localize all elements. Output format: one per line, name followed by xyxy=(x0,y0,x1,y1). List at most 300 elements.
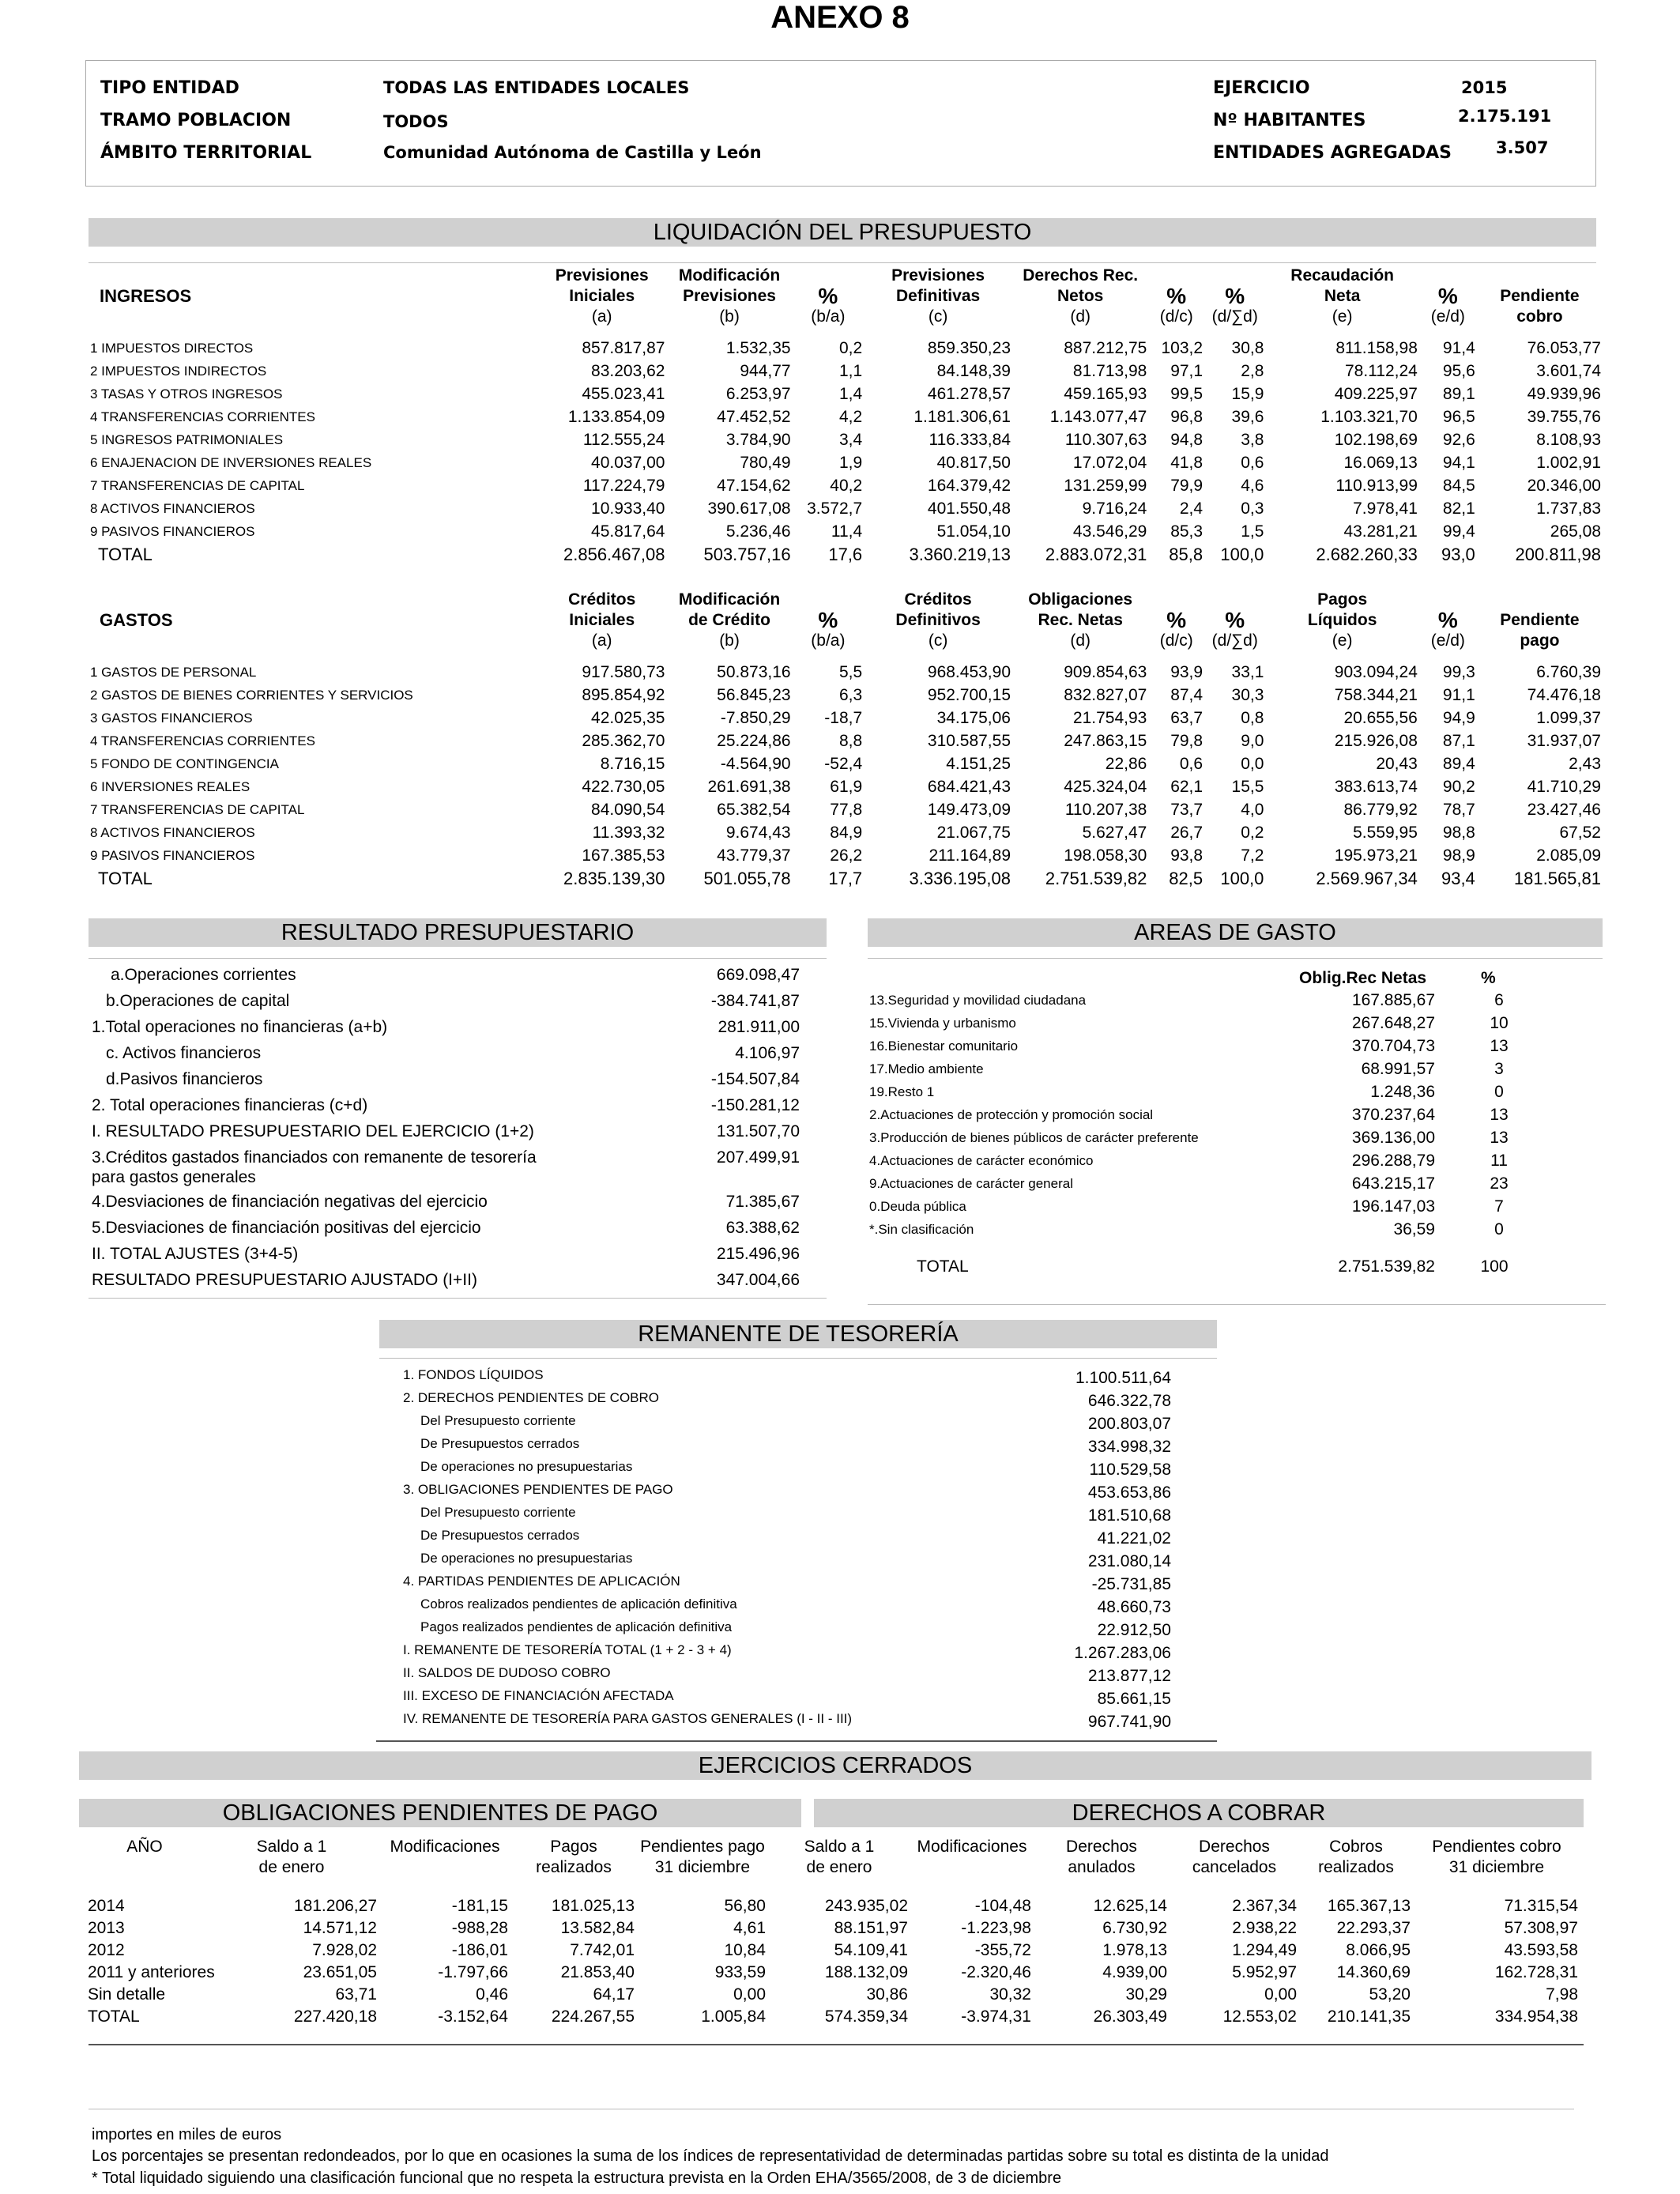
gastos-cell: 198.058,30 xyxy=(1064,846,1147,865)
ejercicios-cell: 43.593,58 xyxy=(1504,1941,1578,1959)
gastos-cell: 62,1 xyxy=(1170,777,1203,796)
gastos-cell: 63,7 xyxy=(1170,708,1203,727)
ingresos-cell: 401.550,48 xyxy=(927,499,1011,518)
gastos-total-cell: 93,4 xyxy=(1441,869,1475,888)
gastos-row xyxy=(89,821,1603,844)
ejercicios-cell: 574.359,34 xyxy=(824,2007,908,2026)
area-label: 9.Actuaciones de carácter general xyxy=(869,1176,1073,1191)
area-value: 167.885,67 xyxy=(1351,991,1435,1009)
ingresos-total-row xyxy=(89,543,1603,567)
ingresos-cell: 390.617,08 xyxy=(707,499,791,518)
ejercicios-cell: 2.938,22 xyxy=(1232,1919,1297,1937)
remanente-label: De operaciones no presupuestarias xyxy=(420,1551,633,1566)
ingresos-cell: 97,1 xyxy=(1170,361,1203,380)
gastos-cell: -7.850,29 xyxy=(720,708,791,727)
ingresos-row-label: 8 ACTIVOS FINANCIEROS xyxy=(90,500,255,516)
gastos-cell: 99,3 xyxy=(1442,662,1475,681)
gastos-row-label: 3 GASTOS FINANCIEROS xyxy=(90,710,253,726)
col-header-line3: (e/d) xyxy=(1430,631,1465,650)
gastos-cell: 0,8 xyxy=(1241,708,1264,727)
areas-title: AREAS DE GASTO xyxy=(868,918,1603,947)
ingresos-cell: 1.532,35 xyxy=(725,338,791,357)
gastos-cell: 195.973,21 xyxy=(1334,846,1418,865)
ingresos-cell: 811.158,98 xyxy=(1335,338,1418,357)
ingresos-cell: 96,8 xyxy=(1170,407,1203,426)
gastos-cell: 247.863,15 xyxy=(1064,731,1147,750)
area-pct: 6 xyxy=(1494,991,1504,1009)
gastos-cell: 98,8 xyxy=(1442,823,1475,842)
gastos-cell: 5.559,95 xyxy=(1353,823,1418,842)
resultado-value: 215.496,96 xyxy=(716,1245,800,1263)
col-header-line1: Créditos xyxy=(568,590,636,609)
col-header-line3: (b) xyxy=(719,307,740,326)
col-header-line1: Cobros xyxy=(1329,1838,1383,1856)
gastos-cell: 9.674,43 xyxy=(725,823,791,842)
ingresos-cell: 1.143.077,47 xyxy=(1049,407,1147,426)
col-header-line1: Créditos xyxy=(904,590,972,609)
col-header-line2: pago xyxy=(1520,631,1560,650)
gastos-cell: 310.587,55 xyxy=(927,731,1011,750)
ingresos-cell: 1.103.321,70 xyxy=(1320,407,1418,426)
resultado-label: I. RESULTADO PRESUPUESTARIO DEL EJERCICIO (1+2) xyxy=(92,1122,534,1140)
ingresos-cell: 3,4 xyxy=(838,430,863,449)
ejercicios-cell: 23.651,05 xyxy=(303,1963,377,1981)
ingresos-row-label: 1 IMPUESTOS DIRECTOS xyxy=(90,340,254,356)
footer-note-functional: * Total liquidado siguiendo una clasificación funcional que no respeta la estructura prevista en la Orden EHA/3565/2008, de 3 de diciembre xyxy=(92,2169,1062,2187)
tramo-value: TODOS xyxy=(383,112,449,131)
ejercicios-cell: -1.223,98 xyxy=(961,1919,1031,1937)
col-header-line2: Líquidos xyxy=(1307,611,1377,629)
ejercicios-cell: 12.625,14 xyxy=(1093,1897,1167,1915)
col-header-line1: Previsiones xyxy=(555,266,649,285)
gastos-cell: 6,3 xyxy=(838,685,863,704)
ingresos-cell: 16.069,13 xyxy=(1343,453,1418,472)
gastos-cell: 11.393,32 xyxy=(592,823,665,842)
ejercicios-cell: 181.025,13 xyxy=(551,1897,635,1915)
col-header-line1: Modificación xyxy=(678,266,781,285)
area-label: 4.Actuaciones de carácter económico xyxy=(869,1153,1094,1168)
areas-col-pct: % xyxy=(1481,969,1496,987)
col-header-line3: (a) xyxy=(591,307,612,326)
ejercicios-cell: 1.294,49 xyxy=(1232,1941,1297,1959)
ejercicios-year: 2011 y anteriores xyxy=(88,1963,215,1981)
ejercicios-cell: 7.742,01 xyxy=(570,1941,635,1959)
ejercicios-spacer-row xyxy=(85,1878,1580,1895)
gastos-row xyxy=(89,752,1603,775)
ejercicios-cell: 88.151,97 xyxy=(834,1919,908,1937)
remanente-label: De operaciones no presupuestarias xyxy=(420,1459,633,1474)
gastos-col-header xyxy=(537,590,667,651)
ejercicios-cell: 0,00 xyxy=(1264,1985,1297,2004)
ingresos-row-label: 4 TRANSFERENCIAS CORRIENTES xyxy=(90,409,315,424)
ingresos-total-cell: 200.811,98 xyxy=(1515,545,1601,564)
gastos-cell: 79,8 xyxy=(1170,731,1203,750)
resultado-rule-bottom xyxy=(89,1298,827,1299)
ingresos-cell: 857.817,87 xyxy=(582,338,665,357)
ingresos-col-header xyxy=(1204,266,1265,327)
resultado-value: -154.507,84 xyxy=(710,1070,800,1088)
ingresos-cell: 30,8 xyxy=(1231,338,1264,357)
gastos-cell: 0,0 xyxy=(1241,754,1264,773)
ejercicios-cell: 0,46 xyxy=(476,1985,508,2004)
ingresos-cell: 89,1 xyxy=(1442,384,1475,403)
ejercicios-cell: 30,86 xyxy=(866,1985,908,2004)
ingresos-cell: 1.133.854,09 xyxy=(567,407,665,426)
gastos-row-label: 9 PASIVOS FINANCIEROS xyxy=(90,847,255,863)
gastos-cell: 422.730,05 xyxy=(582,777,665,796)
remanente-label: De Presupuestos cerrados xyxy=(420,1528,580,1543)
col-header-line3: (a) xyxy=(591,631,612,650)
gastos-cell: 21.754,93 xyxy=(1072,708,1147,727)
col-header-line3: (d) xyxy=(1070,307,1091,326)
ejercicios-cell: 4.939,00 xyxy=(1102,1963,1167,1981)
col-header-line1: Modificación xyxy=(678,590,781,609)
area-label: 16.Bienestar comunitario xyxy=(869,1039,1019,1054)
col-header-line1: Derechos xyxy=(1199,1838,1270,1856)
gastos-row xyxy=(89,684,1603,707)
ingresos-cell: 91,4 xyxy=(1442,338,1475,357)
gastos-cell: 74.476,18 xyxy=(1527,685,1601,704)
gastos-row xyxy=(89,798,1603,821)
ingresos-row xyxy=(89,337,1603,360)
gastos-cell: 93,9 xyxy=(1170,662,1203,681)
gastos-cell: 215.926,08 xyxy=(1334,731,1418,750)
ejercicios-cell: -181,15 xyxy=(451,1897,508,1915)
area-value: 296.288,79 xyxy=(1351,1152,1435,1170)
col-header-line2: Definitivas xyxy=(895,287,981,305)
areas-total-value: 2.751.539,82 xyxy=(1338,1257,1435,1276)
gastos-cell: -4.564,90 xyxy=(720,754,791,773)
ingresos-cell: 4,6 xyxy=(1241,476,1264,495)
area-value: 68.991,57 xyxy=(1361,1060,1435,1078)
gastos-cell: 909.854,63 xyxy=(1064,662,1147,681)
area-label: *.Sin clasificación xyxy=(869,1222,974,1237)
remanente-value: 181.510,68 xyxy=(1087,1506,1171,1525)
ingresos-cell: 76.053,77 xyxy=(1527,338,1601,357)
ingresos-cell: 40.817,50 xyxy=(936,453,1011,472)
ingresos-col-header xyxy=(864,266,1012,327)
ingresos-cell: 39,6 xyxy=(1231,407,1264,426)
footer-units: importes en miles de euros xyxy=(92,2126,282,2143)
ingresos-row-label: 9 PASIVOS FINANCIEROS xyxy=(90,523,255,539)
gastos-cell: 7,2 xyxy=(1241,846,1264,865)
ingresos-cell: 3.784,90 xyxy=(725,430,791,449)
col-header-line1: % xyxy=(818,284,838,308)
col-header-line1: Obligaciones xyxy=(1028,590,1133,609)
ingresos-col-header xyxy=(1148,266,1204,327)
resultado-label: 1.Total operaciones no financieras (a+b) xyxy=(92,1018,388,1036)
ejercicios-col-header xyxy=(1299,1837,1413,1878)
col-header-line1: % xyxy=(1166,284,1187,308)
ingresos-cell: 78.112,24 xyxy=(1345,361,1418,380)
ejercicios-cell: -1.797,66 xyxy=(438,1963,508,1981)
gastos-cell: 26,7 xyxy=(1170,823,1203,842)
gastos-cell: 0,6 xyxy=(1179,754,1203,773)
gastos-cell: 91,1 xyxy=(1442,685,1475,704)
gastos-cell: 94,9 xyxy=(1442,708,1475,727)
gastos-cell: 93,8 xyxy=(1170,846,1203,865)
resultado-label: RESULTADO PRESUPUESTARIO AJUSTADO (I+II) xyxy=(92,1271,477,1289)
gastos-col-header xyxy=(1012,590,1148,651)
area-label: 3.Producción de bienes públicos de carácter preferente xyxy=(869,1130,1199,1145)
ingresos-cell: 1,4 xyxy=(838,384,863,403)
resultado-label: c. Activos financieros xyxy=(106,1044,262,1062)
ejercicios-col-header xyxy=(204,1837,379,1878)
gastos-cell: 33,1 xyxy=(1231,662,1264,681)
ingresos-cell: 265,08 xyxy=(1550,522,1601,541)
area-pct: 11 xyxy=(1490,1152,1508,1170)
remanente-label: De Presupuestos cerrados xyxy=(420,1436,580,1451)
gastos-cell: 903.094,24 xyxy=(1334,662,1418,681)
ejercicios-row xyxy=(85,1940,1580,1962)
ejercicios-cell: 57.308,97 xyxy=(1504,1919,1578,1937)
ingresos-cell: 103,2 xyxy=(1161,338,1203,357)
gastos-row-label: 2 GASTOS DE BIENES CORRIENTES Y SERVICIOS xyxy=(90,687,413,703)
gastos-cell: 285.362,70 xyxy=(582,731,665,750)
col-header-line1: % xyxy=(1225,608,1245,632)
ingresos-cell: 1.002,91 xyxy=(1536,453,1601,472)
gastos-cell: 952.700,15 xyxy=(927,685,1011,704)
resultado-title: RESULTADO PRESUPUESTARIO xyxy=(89,918,827,947)
ingresos-table xyxy=(89,266,1603,567)
col-header-line1: Modificaciones xyxy=(917,1838,1027,1856)
ingresos-cell: 84,5 xyxy=(1442,476,1475,495)
ejercicios-cell: 8.066,95 xyxy=(1346,1941,1411,1959)
ingresos-cell: 3,8 xyxy=(1241,430,1264,449)
habitantes-label: Nº HABITANTES xyxy=(1213,111,1366,130)
ingresos-cell: 51.054,10 xyxy=(936,522,1011,541)
remanente-value: 22.912,50 xyxy=(1097,1621,1171,1639)
ejercicios-cell: 162.728,31 xyxy=(1494,1963,1578,1981)
gastos-cell: 87,4 xyxy=(1170,685,1203,704)
gastos-col-header xyxy=(666,590,792,651)
ejercicios-cell: 188.132,09 xyxy=(824,1963,908,1981)
gastos-row-label: 8 ACTIVOS FINANCIEROS xyxy=(90,824,255,840)
resultado-value: 4.106,97 xyxy=(735,1044,800,1062)
col-header-line2: realizados xyxy=(536,1858,612,1876)
ingresos-cell: 20.346,00 xyxy=(1527,476,1601,495)
gastos-cell: 61,9 xyxy=(830,777,863,796)
areas-rule-top xyxy=(868,958,1603,959)
gastos-col-header xyxy=(1477,590,1603,651)
gastos-cell: 25.224,86 xyxy=(717,731,791,750)
resultado-label: II. TOTAL AJUSTES (3+4-5) xyxy=(92,1245,299,1263)
resultado-label: a.Operaciones corrientes xyxy=(111,966,296,984)
gastos-cell: 15,5 xyxy=(1231,777,1264,796)
header-box xyxy=(85,60,1596,187)
ingresos-cell: 0,2 xyxy=(838,338,863,357)
ingresos-cell: 5.236,46 xyxy=(725,522,791,541)
ingresos-header-row xyxy=(89,266,1603,327)
gastos-cell: 98,9 xyxy=(1442,846,1475,865)
col-header-line1: Pendiente xyxy=(1500,287,1580,305)
ejercicios-cell: 210.141,35 xyxy=(1327,2007,1411,2026)
ingresos-cell: 0,3 xyxy=(1241,499,1264,518)
gastos-cell: 8,8 xyxy=(838,731,863,750)
remanente-value: 453.653,86 xyxy=(1087,1483,1171,1502)
ejercicios-cell: 30,29 xyxy=(1125,1985,1167,2004)
ingresos-cell: 95,6 xyxy=(1442,361,1475,380)
ejercicios-cell: 227.420,18 xyxy=(293,2007,377,2026)
gastos-cell: 43.779,37 xyxy=(717,846,791,865)
ejercicios-year: TOTAL xyxy=(88,2007,140,2026)
ingresos-cell: 84.148,39 xyxy=(936,361,1011,380)
ingresos-cell: 85,3 xyxy=(1170,522,1203,541)
gastos-col-header xyxy=(1148,590,1204,651)
remanente-label: III. EXCESO DE FINANCIACIÓN AFECTADA xyxy=(403,1688,674,1703)
ingresos-cell: 131.259,99 xyxy=(1064,476,1147,495)
col-header-line2: Previsiones xyxy=(683,287,776,305)
gastos-total-cell: 501.055,78 xyxy=(703,869,791,888)
ejercicios-cell: 13.582,84 xyxy=(560,1919,635,1937)
resultado-label: 5.Desviaciones de financiación positivas del ejercicio xyxy=(92,1219,481,1237)
ambito-value: Comunidad Autónoma de Castilla y León xyxy=(383,143,762,162)
gastos-cell: 65.382,54 xyxy=(717,800,791,819)
ejercicios-year: Sin detalle xyxy=(88,1985,166,2004)
gastos-cell: 4,0 xyxy=(1241,800,1264,819)
gastos-col-header xyxy=(1265,590,1418,651)
area-value: 369.136,00 xyxy=(1351,1129,1435,1147)
ingresos-row-label: 3 TASAS Y OTROS INGRESOS xyxy=(90,386,283,401)
remanente-value: 200.803,07 xyxy=(1087,1415,1171,1433)
ejercicios-cell: 5.952,97 xyxy=(1232,1963,1297,1981)
ingresos-cell: 41,8 xyxy=(1170,453,1203,472)
area-pct: 3 xyxy=(1494,1060,1504,1078)
ejercicios-cell: -2.320,46 xyxy=(961,1963,1031,1981)
ejercicios-table xyxy=(85,1837,1580,2028)
ingresos-cell: 110.913,99 xyxy=(1335,476,1418,495)
ingresos-cell: 2,8 xyxy=(1241,361,1264,380)
ingresos-row-label: 5 INGRESOS PATRIMONIALES xyxy=(90,432,284,447)
area-value: 370.237,64 xyxy=(1351,1106,1435,1124)
remanente-value: 41.221,02 xyxy=(1097,1529,1171,1547)
gastos-cell: 30,3 xyxy=(1231,685,1264,704)
ejercicios-cell: 54.109,41 xyxy=(834,1941,908,1959)
remanente-label: Del Presupuesto corriente xyxy=(420,1413,576,1428)
ingresos-section-label: INGRESOS xyxy=(100,286,192,306)
area-label: 19.Resto 1 xyxy=(869,1084,935,1099)
remanente-value: 213.877,12 xyxy=(1087,1667,1171,1685)
ingresos-cell: 3.601,74 xyxy=(1536,361,1601,380)
ingresos-cell: 49.939,96 xyxy=(1527,384,1601,403)
liquidacion-title: LIQUIDACIÓN DEL PRESUPUESTO xyxy=(89,218,1596,247)
derechos-title: DERECHOS A COBRAR xyxy=(801,1799,1584,1827)
gastos-row xyxy=(89,844,1603,867)
ingresos-cell: 47.452,52 xyxy=(717,407,791,426)
ingresos-cell: 2,4 xyxy=(1179,499,1203,518)
col-header-line2: realizados xyxy=(1318,1858,1394,1876)
gastos-row-label: 5 FONDO DE CONTINGENCIA xyxy=(90,756,279,771)
ejercicios-col-header xyxy=(379,1837,510,1878)
remanente-value: 334.998,32 xyxy=(1087,1438,1171,1456)
tipo-entidad-value: TODAS LAS ENTIDADES LOCALES xyxy=(383,78,690,97)
remanente-rule-bottom xyxy=(376,1740,1217,1742)
remanente-label: II. SALDOS DE DUDOSO COBRO xyxy=(403,1665,611,1680)
area-label: 17.Medio ambiente xyxy=(869,1061,984,1076)
area-pct: 13 xyxy=(1490,1037,1509,1055)
areas-col-value: Oblig.Rec Netas xyxy=(1299,969,1427,987)
ingresos-cell: 1,1 xyxy=(838,361,863,380)
remanente-value: 85.661,15 xyxy=(1097,1690,1171,1708)
gastos-cell: 4.151,25 xyxy=(946,754,1011,773)
gastos-cell: 90,2 xyxy=(1442,777,1475,796)
col-header-line3: (d) xyxy=(1070,631,1091,650)
ingresos-cell: 43.546,29 xyxy=(1072,522,1147,541)
gastos-row-label: 6 INVERSIONES REALES xyxy=(90,778,250,794)
gastos-cell: 383.613,74 xyxy=(1334,777,1418,796)
footer-note-rounding: Los porcentajes se presentan redondeados, por lo que en ocasiones la suma de los índices de representatividad de determinadas partidas sobre su total es distinta de la unidad xyxy=(92,2147,1329,2165)
ejercicios-cell: -186,01 xyxy=(451,1941,508,1959)
ejercicios-cell: 63,71 xyxy=(335,1985,377,2004)
col-header-line3: (b/a) xyxy=(811,631,846,650)
remanente-label: 2. DERECHOS PENDIENTES DE COBRO xyxy=(403,1390,660,1405)
ejercicios-col-header xyxy=(85,1837,204,1878)
gastos-cell: 425.324,04 xyxy=(1064,777,1147,796)
area-pct: 10 xyxy=(1490,1014,1509,1032)
ingresos-row-label: 2 IMPUESTOS INDIRECTOS xyxy=(90,363,267,379)
gastos-cell: 5.627,47 xyxy=(1082,823,1147,842)
ingresos-total-cell: 17,6 xyxy=(828,545,863,564)
area-value: 36,59 xyxy=(1393,1220,1435,1238)
gastos-spacer-row xyxy=(89,651,1603,661)
gastos-cell: 31.937,07 xyxy=(1527,731,1601,750)
ejercicios-cell: -355,72 xyxy=(974,1941,1031,1959)
resultado-value: 131.507,70 xyxy=(716,1122,800,1140)
gastos-cell: 0,2 xyxy=(1241,823,1264,842)
col-header-line3: (d/c) xyxy=(1159,307,1193,326)
col-header-line2: cancelados xyxy=(1192,1858,1277,1876)
agregadas-label: ENTIDADES AGREGADAS xyxy=(1213,143,1452,163)
ejercicios-row xyxy=(85,1962,1580,1984)
ingresos-cell: 3.572,7 xyxy=(807,499,863,518)
ingresos-col-header xyxy=(1477,266,1603,327)
area-pct: 13 xyxy=(1490,1106,1509,1124)
col-header-line3: (c) xyxy=(928,307,948,326)
gastos-cell: -52,4 xyxy=(824,754,863,773)
ingresos-cell: 6.253,97 xyxy=(725,384,791,403)
col-header-line2: de Crédito xyxy=(688,611,770,629)
ingresos-cell: 1.181.306,61 xyxy=(913,407,1011,426)
gastos-cell: -18,7 xyxy=(824,708,863,727)
col-header-line2: Netos xyxy=(1057,287,1104,305)
ingresos-total-cell: 2.856.467,08 xyxy=(563,545,665,564)
ejercicios-col-header xyxy=(1034,1837,1170,1878)
resultado-value: 207.499,91 xyxy=(716,1148,800,1167)
ingresos-col-header xyxy=(1419,266,1477,327)
ejercicios-col-header xyxy=(1413,1837,1580,1878)
ingresos-cell: 859.350,23 xyxy=(927,338,1011,357)
areas-total-pct: 100 xyxy=(1480,1257,1509,1276)
ingresos-row xyxy=(89,474,1603,497)
ejercicios-cell: 10,84 xyxy=(724,1941,766,1959)
gastos-total-cell: 17,7 xyxy=(828,869,863,888)
ejercicios-cell: 7,98 xyxy=(1546,1985,1578,2004)
ingresos-cell: 45.817,64 xyxy=(591,522,665,541)
col-header-line1: Recaudación xyxy=(1290,266,1394,285)
gastos-cell: 684.421,43 xyxy=(927,777,1011,796)
gastos-cell: 42.025,35 xyxy=(591,708,665,727)
gastos-total-cell: 2.751.539,82 xyxy=(1045,869,1147,888)
ingresos-cell: 96,5 xyxy=(1442,407,1475,426)
col-header-line3: (d/c) xyxy=(1159,631,1193,650)
area-pct: 0 xyxy=(1494,1220,1504,1238)
resultado-label: 4.Desviaciones de financiación negativas del ejercicio xyxy=(92,1193,488,1211)
remanente-value: 1.267.283,06 xyxy=(1074,1644,1171,1662)
gastos-total-cell: 3.336.195,08 xyxy=(909,869,1011,888)
ejercicios-cell: -104,48 xyxy=(974,1897,1031,1915)
ingresos-cell: 15,9 xyxy=(1231,384,1264,403)
ingresos-row xyxy=(89,497,1603,520)
